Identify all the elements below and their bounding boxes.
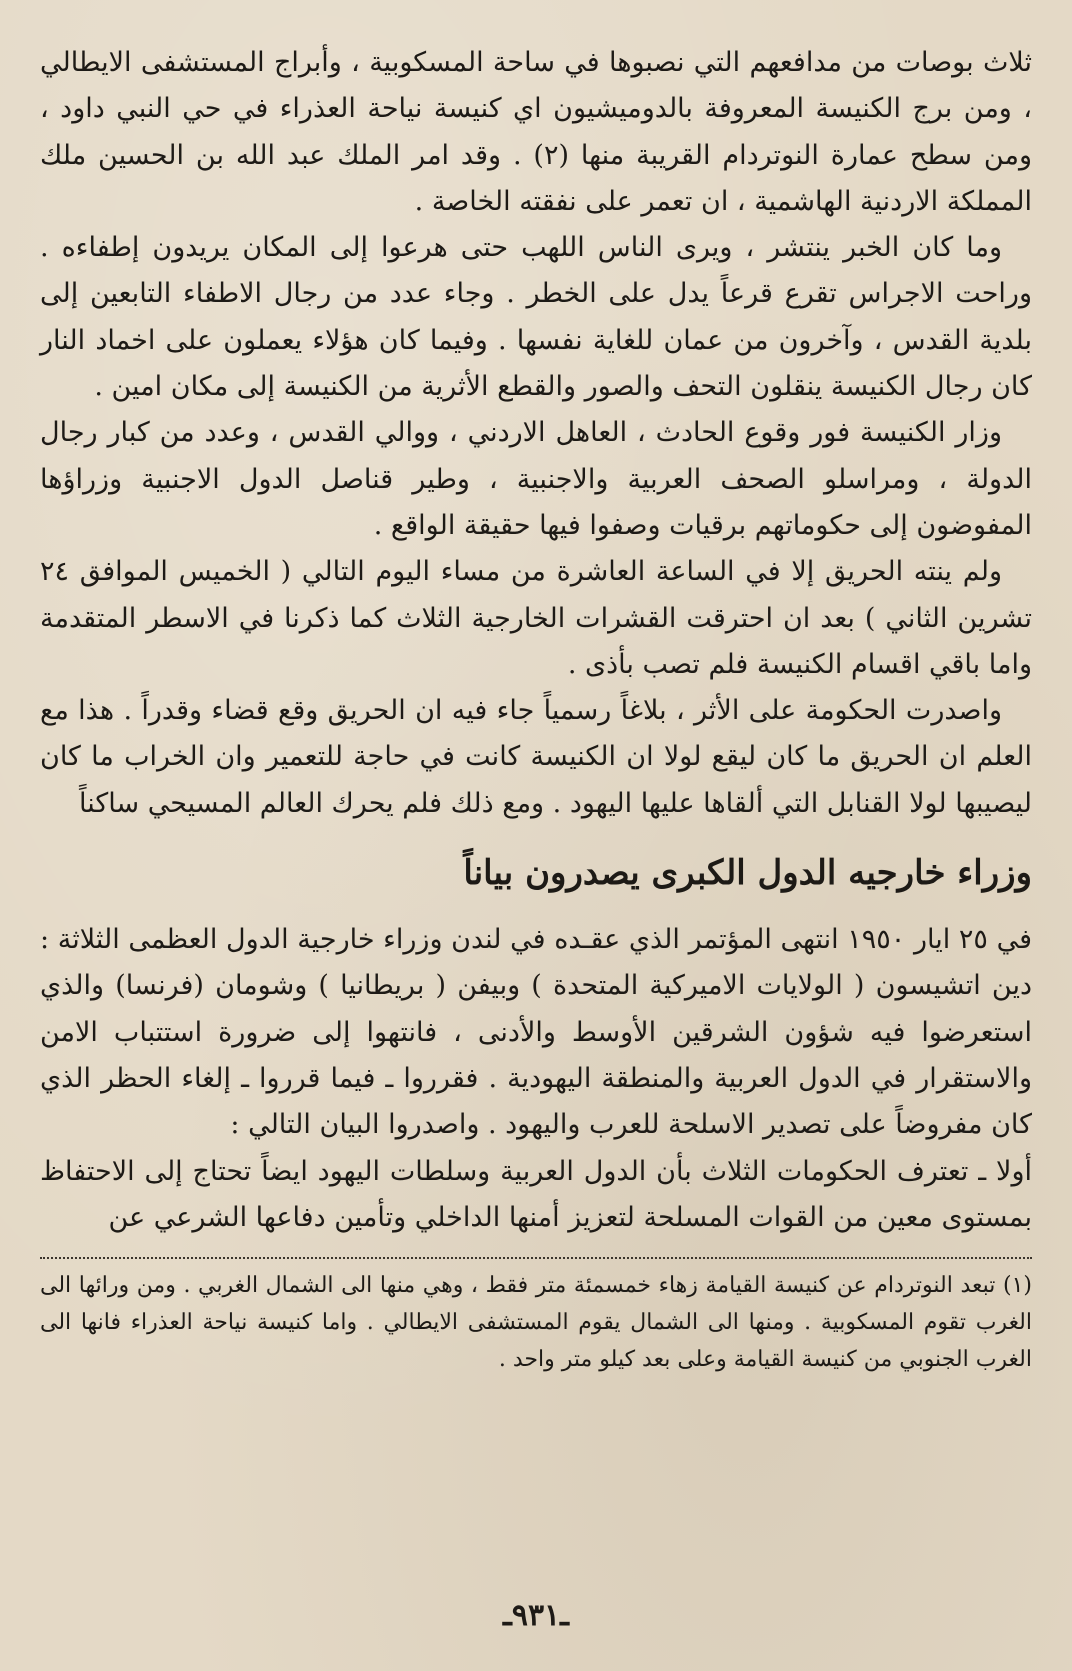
main-text [40,40,1032,1241]
paragraph-7: أولا ـ تعترف الحكومات الثلاث بأن الدول العربية وسلطات اليهود ايضاً تحتاج إلى الاحتفاظ بمستوى معين من القوات المسلحة لتعزيز أمنها الداخلي وتأمين دفاعها الشرعي عن [40,1155,1032,1233]
paragraph-3: وزار الكنيسة فور وقوع الحادث ، العاهل الاردني ، ووالي القدس ، وعدد من كبار رجال الدولة ، ومراسلو الصحف العربية والاجنبية ، وطير قناصل الدول الاجنبية وزراؤها المفوضون إلى حكوماتهم برقيات وصفوا فيها حقيقة الواقع . [40,417,1032,541]
paragraph-2: وما كان الخبر ينتشر ، ويرى الناس اللهب حتى هرعوا إلى المكان يريدون إطفاءه . وراحت الاجراس تقرع قرعاً يدل على الخطر . وجاء عدد من رجال الاطفاء التابعين إلى بلدية القدس ، وآخرون من عمان للغاية نفسها . وفيما كان هؤلاء يعملون على اخماد النار كان رجال الكنيسة ينقلون التحف والصور والقطع الأثرية من الكنيسة إلى مكان امين . [40,232,1032,403]
paragraph-4: ولم ينته الحريق إلا في الساعة العاشرة من مساء اليوم التالي ( الخميس الموافق ٢٤ تشرين الثاني ) بعد ان احترقت القشرات الخارجية الثلاث كما ذكرنا في الاسطر المتقدمة واما باقي اقسام الكنيسة فلم تصب بأذى . [40,556,1032,680]
page-number: ـ٩٣١ـ [503,1598,569,1633]
paragraph-5: واصدرت الحكومة على الأثر ، بلاغاً رسمياً جاء فيه ان الحريق وقع قضاء وقدراً . هذا مع العلم ان الحريق ما كان ليقع لولا ان الكنيسة كانت في حاجة للتعمير وان الخراب ما كان ليصيبها لولا القنابل التي ألقاها عليها اليهود . ومع ذلك فلم يحرك العالم المسيحي ساكناً [40,695,1032,819]
section-heading: وزراء خارجيه الدول الكبرى يصدرون بياناً [463,853,1032,894]
paragraph-6: في ٢٥ ايار ١٩٥٠ انتهى المؤتمر الذي عقـده في لندن وزراء خارجية الدول العظمى الثلاثة : دين اتشيسون ( الولايات الاميركية المتحدة ) وبيفن ( بريطانيا ) وشومان (فرنسا) والذي استعرضوا فيه شؤون الشرقين الأوسط والأدنى ، فانتهوا إلى ضرورة استتباب الامن والاستقرار في الدول العربية والمنطقة اليهودية . فقرروا ـ فيما قرروا ـ إلغاء الحظر الذي كان مفروضاً على تصدير الاسلحة للعرب واليهود . واصدروا البيان التالي : [40,924,1032,1141]
footnote-separator [40,1257,1032,1259]
footnote: (١) تبعد النوتردام عن كنيسة القيامة زهاء خمسمئة متر فقط ، وهي منها الى الشمال الغربي . ومن ورائها الى الغرب تقوم المسكوبية . ومنها الى الشمال يقوم المستشفى الايطالي . واما كنيسة نياحة العذراء فانها الى الغرب الجنوبي من كنيسة القيامة وعلى بعد كيلو متر واحد . [40,1273,1032,1373]
paragraph-1: ثلاث بوصات من مدافعهم التي نصبوها في ساحة المسكوبية ، وأبراج المستشفى الايطالي ، ومن برج الكنيسة المعروفة بالدوميشيون اي كنيسة نياحة العذراء في حي النبي داود ، ومن سطح عمارة النوتردام القريبة منها (٢) . وقد امر الملك عبد الله بن الحسين ملك المملكة الاردنية الهاشمية ، ان تعمر على نفقته الخاصة . [40,47,1032,217]
